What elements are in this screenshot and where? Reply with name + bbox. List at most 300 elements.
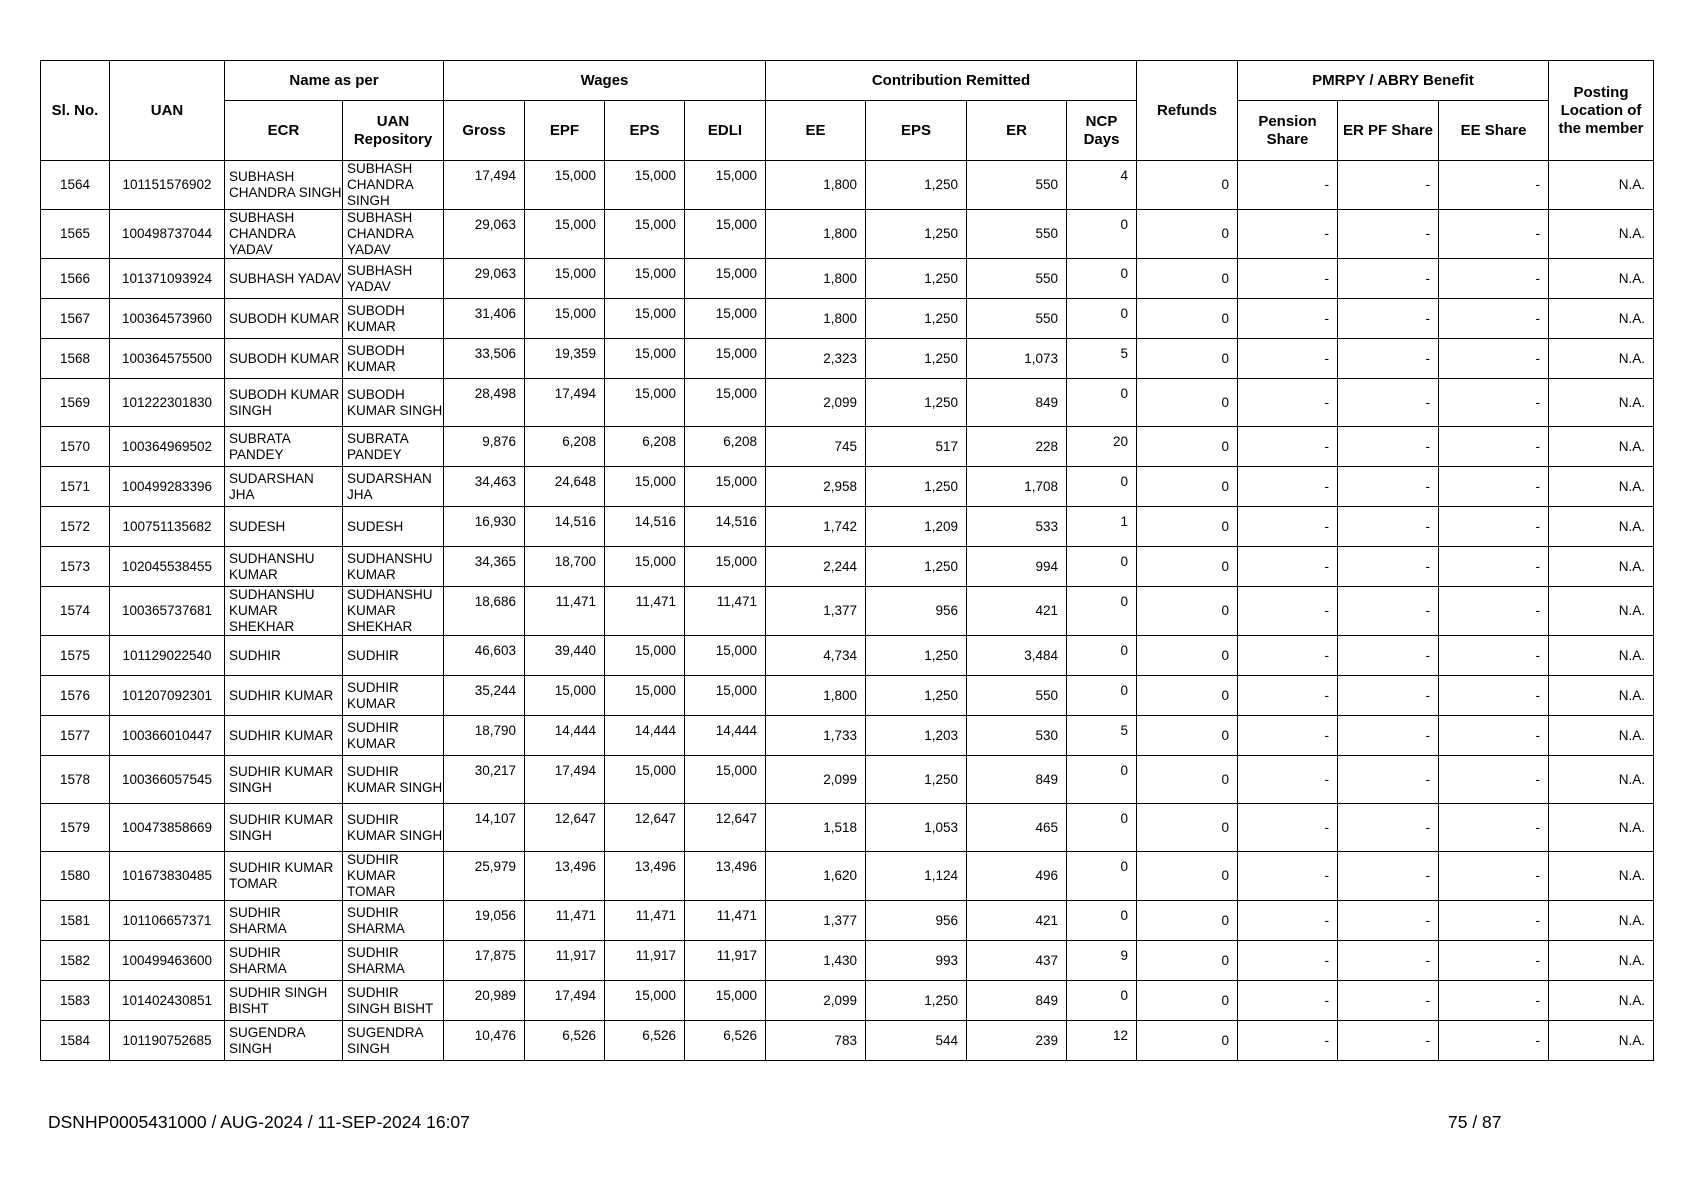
cell-eps-contribution: 1,250 (866, 676, 967, 716)
cell-er: 849 (967, 379, 1067, 427)
cell-sl-no: 1579 (41, 804, 110, 852)
cell-ee: 1,620 (766, 852, 866, 901)
cell-edli: 13,496 (685, 852, 766, 901)
header-sl-no: Sl. No. (41, 61, 110, 161)
cell-gross: 17,875 (444, 941, 525, 981)
cell-er: 437 (967, 941, 1067, 981)
cell-epf: 6,526 (525, 1021, 605, 1061)
cell-epf: 6,208 (525, 427, 605, 467)
cell-ee-share: - (1439, 507, 1549, 547)
cell-eps-contribution: 1,250 (866, 981, 967, 1021)
cell-er-pf-share: - (1338, 161, 1439, 210)
cell-ee-share: - (1439, 852, 1549, 901)
cell-refunds: 0 (1137, 467, 1238, 507)
cell-sl-no: 1568 (41, 339, 110, 379)
cell-posting-location: N.A. (1549, 339, 1654, 379)
cell-refunds: 0 (1137, 852, 1238, 901)
cell-ncp-days: 9 (1067, 941, 1137, 981)
cell-er: 465 (967, 804, 1067, 852)
header-ecr: ECR (225, 101, 343, 161)
table-body (41, 161, 1654, 1061)
cell-posting-location: N.A. (1549, 299, 1654, 339)
cell-er-pf-share: - (1338, 547, 1439, 587)
cell-epf: 11,917 (525, 941, 605, 981)
cell-pension-share: - (1238, 716, 1338, 756)
cell-ecr-name: SUDHIR (225, 636, 343, 676)
cell-eps: 6,208 (605, 427, 685, 467)
cell-refunds: 0 (1137, 716, 1238, 756)
header-epf: EPF (525, 101, 605, 161)
cell-epf: 11,471 (525, 587, 605, 636)
cell-refunds: 0 (1137, 210, 1238, 259)
cell-posting-location: N.A. (1549, 756, 1654, 804)
cell-sl-no: 1580 (41, 852, 110, 901)
cell-uan-repository-name: SUDHIR SHARMA (343, 941, 444, 981)
cell-edli: 11,917 (685, 941, 766, 981)
cell-ecr-name: SUDHIR SHARMA (225, 901, 343, 941)
table-row (41, 161, 1654, 210)
cell-eps: 15,000 (605, 210, 685, 259)
cell-ncp-days: 0 (1067, 587, 1137, 636)
cell-ee: 2,099 (766, 981, 866, 1021)
cell-uan: 100499283396 (110, 467, 225, 507)
cell-edli: 14,516 (685, 507, 766, 547)
cell-refunds: 0 (1137, 427, 1238, 467)
cell-epf: 15,000 (525, 676, 605, 716)
cell-gross: 9,876 (444, 427, 525, 467)
cell-uan: 100498737044 (110, 210, 225, 259)
cell-sl-no: 1565 (41, 210, 110, 259)
cell-eps-contribution: 1,250 (866, 210, 967, 259)
cell-ecr-name: SUDHIR KUMAR (225, 676, 343, 716)
cell-edli: 15,000 (685, 161, 766, 210)
contribution-table (40, 60, 1654, 1061)
cell-refunds: 0 (1137, 756, 1238, 804)
cell-sl-no: 1572 (41, 507, 110, 547)
cell-eps: 14,444 (605, 716, 685, 756)
cell-ee: 1,800 (766, 210, 866, 259)
table-row (41, 259, 1654, 299)
cell-er: 496 (967, 852, 1067, 901)
cell-uan-repository-name: SUBHASH CHANDRA SINGH (343, 161, 444, 210)
cell-sl-no: 1569 (41, 379, 110, 427)
cell-epf: 15,000 (525, 161, 605, 210)
table-row (41, 587, 1654, 636)
cell-ee-share: - (1439, 210, 1549, 259)
cell-ee-share: - (1439, 1021, 1549, 1061)
cell-refunds: 0 (1137, 507, 1238, 547)
cell-uan-repository-name: SUDHIR SINGH BISHT (343, 981, 444, 1021)
cell-uan: 100751135682 (110, 507, 225, 547)
cell-er: 421 (967, 587, 1067, 636)
cell-gross: 10,476 (444, 1021, 525, 1061)
cell-pension-share: - (1238, 804, 1338, 852)
cell-uan-repository-name: SUDESH (343, 507, 444, 547)
cell-ecr-name: SUBHASH CHANDRA YADAV (225, 210, 343, 259)
cell-gross: 34,463 (444, 467, 525, 507)
cell-ee: 1,800 (766, 299, 866, 339)
cell-er-pf-share: - (1338, 1021, 1439, 1061)
cell-posting-location: N.A. (1549, 804, 1654, 852)
cell-eps-contribution: 1,203 (866, 716, 967, 756)
cell-uan: 100364969502 (110, 427, 225, 467)
cell-gross: 19,056 (444, 901, 525, 941)
cell-gross: 46,603 (444, 636, 525, 676)
cell-eps: 12,647 (605, 804, 685, 852)
cell-ee-share: - (1439, 259, 1549, 299)
cell-ee-share: - (1439, 299, 1549, 339)
table-row (41, 467, 1654, 507)
cell-uan-repository-name: SUBHASH CHANDRA YADAV (343, 210, 444, 259)
cell-er: 550 (967, 676, 1067, 716)
cell-eps: 11,917 (605, 941, 685, 981)
table-row (41, 427, 1654, 467)
cell-ncp-days: 4 (1067, 161, 1137, 210)
cell-ncp-days: 5 (1067, 339, 1137, 379)
cell-ee-share: - (1439, 804, 1549, 852)
cell-posting-location: N.A. (1549, 1021, 1654, 1061)
cell-ee: 4,734 (766, 636, 866, 676)
cell-ee-share: - (1439, 339, 1549, 379)
cell-epf: 15,000 (525, 299, 605, 339)
header-pension-share: Pension Share (1238, 101, 1338, 161)
cell-er-pf-share: - (1338, 981, 1439, 1021)
cell-uan: 100473858669 (110, 804, 225, 852)
cell-uan: 100366010447 (110, 716, 225, 756)
cell-ecr-name: SUBRATA PANDEY (225, 427, 343, 467)
table-row (41, 636, 1654, 676)
cell-ecr-name: SUGENDRA SINGH (225, 1021, 343, 1061)
cell-uan-repository-name: SUBHASH YADAV (343, 259, 444, 299)
cell-eps: 15,000 (605, 161, 685, 210)
header-posting-location: Posting Location of the member (1549, 61, 1654, 161)
cell-eps: 13,496 (605, 852, 685, 901)
cell-sl-no: 1573 (41, 547, 110, 587)
cell-epf: 17,494 (525, 756, 605, 804)
cell-uan-repository-name: SUBODH KUMAR (343, 339, 444, 379)
table-row (41, 507, 1654, 547)
cell-refunds: 0 (1137, 379, 1238, 427)
cell-posting-location: N.A. (1549, 587, 1654, 636)
table-header (41, 61, 1654, 161)
cell-ee: 745 (766, 427, 866, 467)
cell-epf: 17,494 (525, 379, 605, 427)
cell-sl-no: 1571 (41, 467, 110, 507)
table-row (41, 676, 1654, 716)
cell-ecr-name: SUDHIR KUMAR TOMAR (225, 852, 343, 901)
cell-eps: 15,000 (605, 467, 685, 507)
cell-epf: 15,000 (525, 210, 605, 259)
cell-uan-repository-name: SUDHIR SHARMA (343, 901, 444, 941)
cell-ecr-name: SUBODH KUMAR (225, 299, 343, 339)
cell-er-pf-share: - (1338, 756, 1439, 804)
cell-eps-contribution: 1,209 (866, 507, 967, 547)
cell-uan: 101402430851 (110, 981, 225, 1021)
cell-posting-location: N.A. (1549, 467, 1654, 507)
page-number: 75 / 87 (1448, 1112, 1502, 1132)
cell-ecr-name: SUDHIR SINGH BISHT (225, 981, 343, 1021)
cell-uan: 102045538455 (110, 547, 225, 587)
cell-pension-share: - (1238, 379, 1338, 427)
header-ee: EE (766, 101, 866, 161)
cell-ncp-days: 0 (1067, 804, 1137, 852)
cell-edli: 15,000 (685, 339, 766, 379)
cell-uan-repository-name: SUDARSHAN JHA (343, 467, 444, 507)
cell-er: 550 (967, 259, 1067, 299)
cell-eps: 15,000 (605, 676, 685, 716)
cell-edli: 15,000 (685, 676, 766, 716)
cell-edli: 6,526 (685, 1021, 766, 1061)
cell-gross: 33,506 (444, 339, 525, 379)
cell-pension-share: - (1238, 981, 1338, 1021)
cell-eps-contribution: 956 (866, 901, 967, 941)
header-wages: Wages (444, 61, 766, 101)
cell-posting-location: N.A. (1549, 161, 1654, 210)
cell-er-pf-share: - (1338, 507, 1439, 547)
cell-eps-contribution: 956 (866, 587, 967, 636)
cell-eps: 15,000 (605, 259, 685, 299)
cell-ecr-name: SUDARSHAN JHA (225, 467, 343, 507)
header-eps-contribution: EPS (866, 101, 967, 161)
cell-ncp-days: 0 (1067, 981, 1137, 1021)
cell-uan-repository-name: SUDHIR KUMAR TOMAR (343, 852, 444, 901)
cell-ee-share: - (1439, 981, 1549, 1021)
cell-ee: 783 (766, 1021, 866, 1061)
cell-refunds: 0 (1137, 587, 1238, 636)
cell-epf: 19,359 (525, 339, 605, 379)
table-row (41, 941, 1654, 981)
cell-uan: 100366057545 (110, 756, 225, 804)
cell-uan: 100499463600 (110, 941, 225, 981)
cell-ecr-name: SUBHASH CHANDRA SINGH (225, 161, 343, 210)
cell-eps-contribution: 1,250 (866, 467, 967, 507)
cell-sl-no: 1574 (41, 587, 110, 636)
cell-sl-no: 1577 (41, 716, 110, 756)
table-row (41, 804, 1654, 852)
cell-er: 550 (967, 210, 1067, 259)
cell-ee: 1,430 (766, 941, 866, 981)
table-row (41, 547, 1654, 587)
cell-eps-contribution: 1,124 (866, 852, 967, 901)
cell-ee: 2,244 (766, 547, 866, 587)
cell-er: 228 (967, 427, 1067, 467)
cell-uan: 101129022540 (110, 636, 225, 676)
cell-gross: 29,063 (444, 259, 525, 299)
cell-refunds: 0 (1137, 676, 1238, 716)
cell-refunds: 0 (1137, 1021, 1238, 1061)
cell-ee-share: - (1439, 756, 1549, 804)
cell-ncp-days: 0 (1067, 299, 1137, 339)
cell-er-pf-share: - (1338, 901, 1439, 941)
cell-er-pf-share: - (1338, 427, 1439, 467)
cell-refunds: 0 (1137, 636, 1238, 676)
cell-ee: 1,518 (766, 804, 866, 852)
cell-ee: 1,377 (766, 901, 866, 941)
cell-eps-contribution: 1,250 (866, 299, 967, 339)
cell-edli: 15,000 (685, 981, 766, 1021)
cell-sl-no: 1576 (41, 676, 110, 716)
cell-refunds: 0 (1137, 981, 1238, 1021)
table-row (41, 339, 1654, 379)
cell-ee: 2,099 (766, 379, 866, 427)
cell-ee: 2,099 (766, 756, 866, 804)
cell-edli: 11,471 (685, 587, 766, 636)
cell-ee-share: - (1439, 941, 1549, 981)
cell-pension-share: - (1238, 427, 1338, 467)
cell-refunds: 0 (1137, 547, 1238, 587)
cell-eps-contribution: 1,250 (866, 161, 967, 210)
cell-er: 530 (967, 716, 1067, 756)
cell-ncp-days: 0 (1067, 676, 1137, 716)
cell-eps: 15,000 (605, 339, 685, 379)
header-eps: EPS (605, 101, 685, 161)
cell-ecr-name: SUBHASH YADAV (225, 259, 343, 299)
cell-ecr-name: SUDHANSHU KUMAR (225, 547, 343, 587)
cell-uan: 101371093924 (110, 259, 225, 299)
cell-posting-location: N.A. (1549, 676, 1654, 716)
cell-ncp-days: 0 (1067, 636, 1137, 676)
cell-sl-no: 1570 (41, 427, 110, 467)
cell-edli: 15,000 (685, 756, 766, 804)
cell-posting-location: N.A. (1549, 716, 1654, 756)
cell-sl-no: 1582 (41, 941, 110, 981)
cell-sl-no: 1564 (41, 161, 110, 210)
cell-uan: 101106657371 (110, 901, 225, 941)
cell-er-pf-share: - (1338, 259, 1439, 299)
cell-ecr-name: SUDHIR KUMAR (225, 716, 343, 756)
cell-posting-location: N.A. (1549, 210, 1654, 259)
cell-uan-repository-name: SUBRATA PANDEY (343, 427, 444, 467)
cell-epf: 15,000 (525, 259, 605, 299)
cell-posting-location: N.A. (1549, 547, 1654, 587)
cell-uan-repository-name: SUDHANSHU KUMAR (343, 547, 444, 587)
cell-er: 1,708 (967, 467, 1067, 507)
cell-er: 421 (967, 901, 1067, 941)
cell-er: 849 (967, 981, 1067, 1021)
cell-eps-contribution: 1,250 (866, 379, 967, 427)
cell-epf: 24,648 (525, 467, 605, 507)
cell-pension-share: - (1238, 901, 1338, 941)
cell-er: 550 (967, 299, 1067, 339)
cell-edli: 15,000 (685, 210, 766, 259)
cell-sl-no: 1583 (41, 981, 110, 1021)
cell-ncp-days: 0 (1067, 852, 1137, 901)
cell-er-pf-share: - (1338, 339, 1439, 379)
cell-ncp-days: 5 (1067, 716, 1137, 756)
cell-epf: 11,471 (525, 901, 605, 941)
cell-epf: 18,700 (525, 547, 605, 587)
cell-eps-contribution: 517 (866, 427, 967, 467)
cell-pension-share: - (1238, 587, 1338, 636)
cell-gross: 14,107 (444, 804, 525, 852)
cell-ncp-days: 0 (1067, 379, 1137, 427)
cell-er: 533 (967, 507, 1067, 547)
cell-er-pf-share: - (1338, 210, 1439, 259)
cell-posting-location: N.A. (1549, 636, 1654, 676)
cell-gross: 17,494 (444, 161, 525, 210)
cell-ecr-name: SUBODH KUMAR SINGH (225, 379, 343, 427)
cell-edli: 15,000 (685, 379, 766, 427)
table-row (41, 1021, 1654, 1061)
cell-ee-share: - (1439, 587, 1549, 636)
cell-edli: 15,000 (685, 259, 766, 299)
cell-uan-repository-name: SUDHIR KUMAR SINGH (343, 804, 444, 852)
cell-ncp-days: 0 (1067, 210, 1137, 259)
cell-eps-contribution: 1,250 (866, 547, 967, 587)
cell-pension-share: - (1238, 756, 1338, 804)
cell-pension-share: - (1238, 259, 1338, 299)
cell-ncp-days: 0 (1067, 259, 1137, 299)
cell-ee: 1,800 (766, 161, 866, 210)
cell-eps-contribution: 993 (866, 941, 967, 981)
cell-ecr-name: SUDHIR KUMAR SINGH (225, 804, 343, 852)
cell-refunds: 0 (1137, 339, 1238, 379)
cell-edli: 12,647 (685, 804, 766, 852)
document-id: DSNHP0005431000 / AUG-2024 / 11-SEP-2024 16:07 (48, 1112, 470, 1132)
cell-gross: 35,244 (444, 676, 525, 716)
header-er-pf-share: ER PF Share (1338, 101, 1439, 161)
cell-uan-repository-name: SUGENDRA SINGH (343, 1021, 444, 1061)
cell-refunds: 0 (1137, 259, 1238, 299)
cell-epf: 17,494 (525, 981, 605, 1021)
cell-uan: 100364575500 (110, 339, 225, 379)
header-ee-share: EE Share (1439, 101, 1549, 161)
cell-uan-repository-name: SUBODH KUMAR (343, 299, 444, 339)
cell-posting-location: N.A. (1549, 981, 1654, 1021)
table-row (41, 901, 1654, 941)
cell-refunds: 0 (1137, 161, 1238, 210)
cell-eps-contribution: 1,250 (866, 756, 967, 804)
cell-sl-no: 1584 (41, 1021, 110, 1061)
cell-ee-share: - (1439, 636, 1549, 676)
cell-gross: 18,686 (444, 587, 525, 636)
cell-epf: 14,444 (525, 716, 605, 756)
cell-eps: 15,000 (605, 756, 685, 804)
cell-ncp-days: 0 (1067, 901, 1137, 941)
cell-ncp-days: 20 (1067, 427, 1137, 467)
cell-ee-share: - (1439, 467, 1549, 507)
cell-gross: 20,989 (444, 981, 525, 1021)
header-er: ER (967, 101, 1067, 161)
header-uan-repository: UAN Repository (343, 101, 444, 161)
cell-ecr-name: SUDHIR KUMAR SINGH (225, 756, 343, 804)
cell-uan-repository-name: SUDHIR KUMAR (343, 676, 444, 716)
cell-gross: 28,498 (444, 379, 525, 427)
cell-uan: 101222301830 (110, 379, 225, 427)
cell-eps: 15,000 (605, 981, 685, 1021)
cell-gross: 30,217 (444, 756, 525, 804)
cell-eps: 15,000 (605, 299, 685, 339)
cell-ee-share: - (1439, 427, 1549, 467)
cell-gross: 34,365 (444, 547, 525, 587)
table-row (41, 981, 1654, 1021)
cell-ee-share: - (1439, 547, 1549, 587)
cell-ncp-days: 0 (1067, 547, 1137, 587)
table-row (41, 379, 1654, 427)
cell-pension-share: - (1238, 299, 1338, 339)
cell-uan: 101190752685 (110, 1021, 225, 1061)
cell-uan-repository-name: SUBODH KUMAR SINGH (343, 379, 444, 427)
cell-gross: 31,406 (444, 299, 525, 339)
header-gross: Gross (444, 101, 525, 161)
table-row (41, 299, 1654, 339)
cell-gross: 16,930 (444, 507, 525, 547)
cell-pension-share: - (1238, 852, 1338, 901)
cell-uan: 101151576902 (110, 161, 225, 210)
table-row (41, 210, 1654, 259)
cell-er-pf-share: - (1338, 716, 1439, 756)
cell-ecr-name: SUDESH (225, 507, 343, 547)
